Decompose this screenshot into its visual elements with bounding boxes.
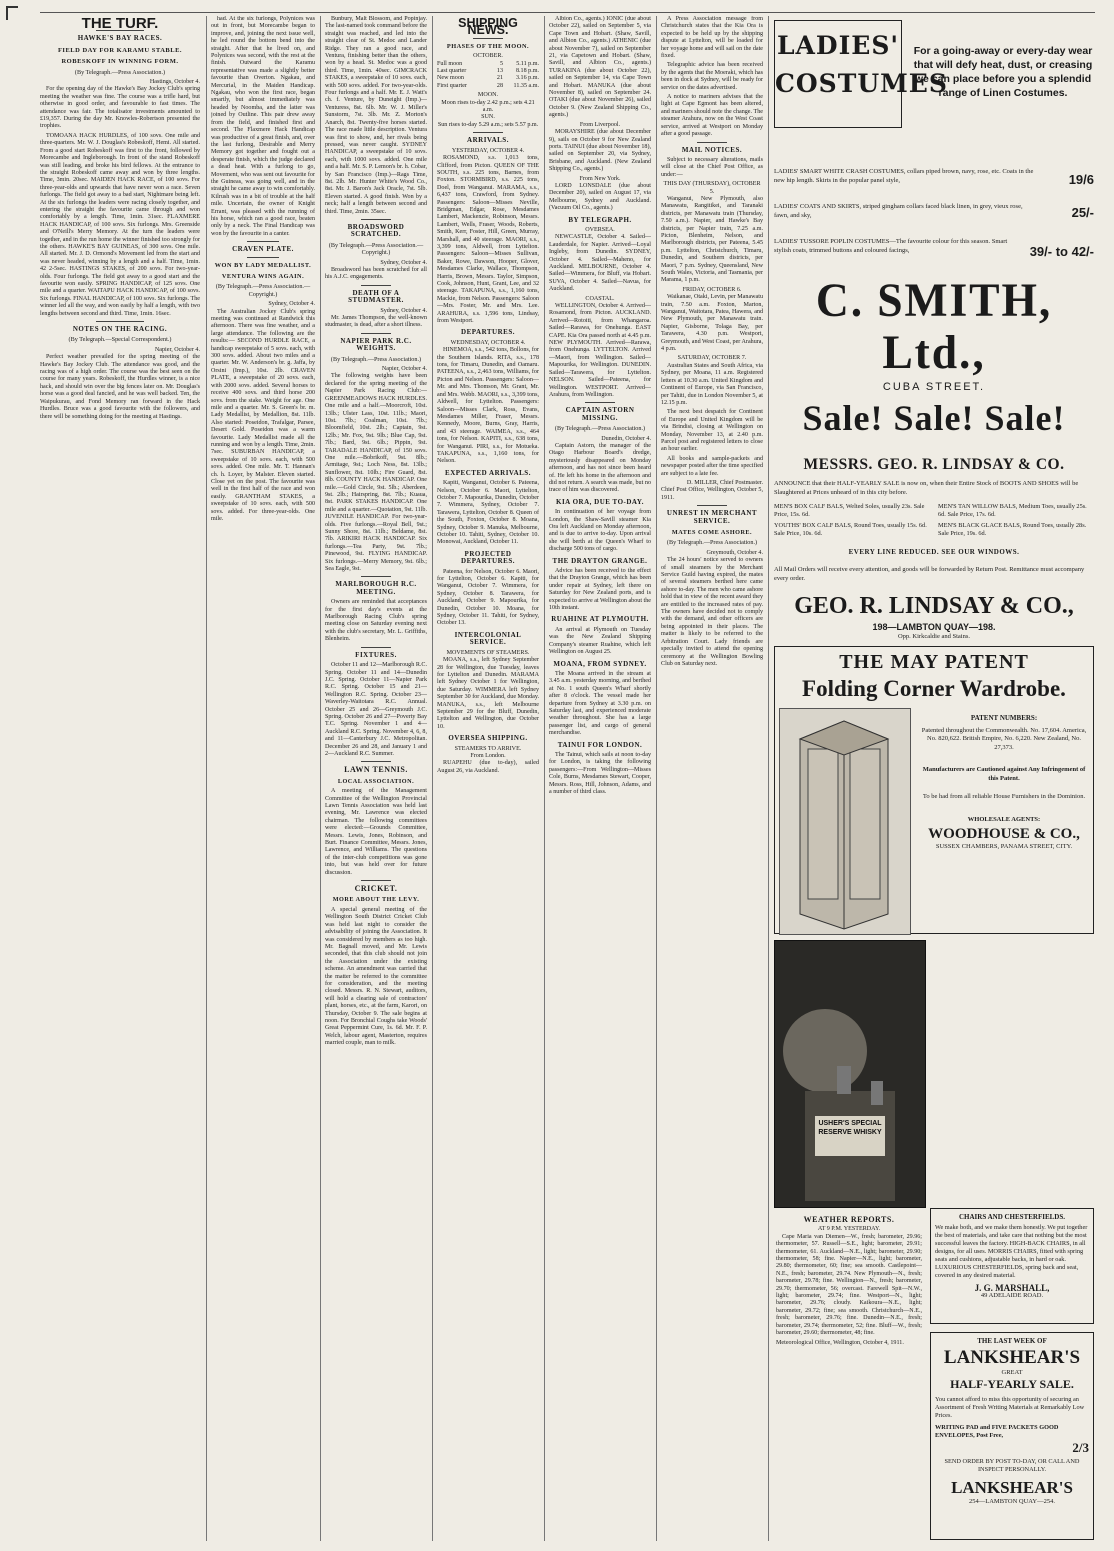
moon-row: [437, 83, 539, 90]
column-racing-3: [325, 16, 427, 1543]
lindsay-item: MEN'S BLACK GLACE BALS, Round Toes, usually 28s. Sale Price, 19s. 6d.: [938, 522, 1087, 537]
subheading: STEAMERS TO ARRIVE.: [454, 745, 522, 752]
section-heading: UNREST IN MERCHANT SERVICE.: [666, 509, 758, 525]
article-body: The 24 hours' notice served to owners of small steamers by the Merchant Service Guild having expired, the mates of several steamers berthed here came ashore to-day. The men who came ashore hold that in view of the recent award they are entitled to the increased rates of pay. The owners have decided not to comply with the demand, and other officers are being appointed in their places. The matter is likely to be referred to the Arbitration Court. Lady friends are specially invited to attend the opening ceremony at the Wellington Bowling Club on Saturday next.: [661, 557, 763, 667]
marshall-address: 49 ADELAIDE ROAD.: [980, 1292, 1044, 1299]
source-line: (By Telegraph.—Special Correspondent.): [68, 336, 172, 344]
ladies-costumes-title: LADIES' COSTUMES: [774, 20, 902, 128]
moon-cell: 13: [496, 68, 503, 75]
ad-chairs: [930, 1208, 1094, 1324]
costume-item: LADIES' COATS AND SKIRTS, striped gingham collars faced black linen, in grey, vieux rose, fawn, and sky,: [774, 203, 1023, 219]
wardrobe-illustration: [779, 708, 911, 935]
moon-table: [437, 61, 539, 91]
lankshear-price: 2/3: [1072, 1440, 1089, 1455]
lankshear-address: 254—LAMBTON QUAY—254.: [969, 1498, 1055, 1505]
patent-heading: PATENT NUMBERS:: [970, 714, 1038, 722]
moon-cell: 5.11 p.m.: [516, 60, 539, 67]
lindsay-address: 198—LAMBTON QUAY—198.: [872, 622, 996, 632]
section-heading: EXPECTED ARRIVALS.: [445, 468, 531, 477]
article-body: All books and sample-packets and newspaper posted after the time specified are subject to a late fee.: [661, 455, 763, 477]
divider: [585, 402, 616, 403]
marshall-name: J. G. MARSHALL,: [974, 1283, 1050, 1293]
article-body: Advice has been received to the effect that the Drayton Grange, which has been under repair at Sydney, left there on Saturday for New Zealand ports, and is expected to arrive at Wellington about the 10th instant.: [549, 568, 651, 612]
section-heading: CAPTAIN ASTORN MISSING.: [565, 406, 635, 422]
section-heading: KIA ORA, DUE TO-DAY.: [556, 497, 644, 506]
smith-address: CUBA STREET.: [882, 380, 986, 393]
column-rule: [206, 16, 207, 1541]
sun-rise: Sun rises to-day 5.29 a.m.; sets 5.57 p.m.: [437, 121, 539, 128]
article-body: Mr. James Thompson, the well-known studmaster, is dead, after a short illness.: [325, 315, 427, 329]
smith-name: C. SMITH, Ltd.,: [815, 273, 1053, 379]
source-line: (By Telegraph.—Press Association.): [330, 355, 422, 363]
section-heading: MORE ABOUT THE LEVY.: [332, 896, 420, 904]
lindsay-items: [774, 503, 1094, 538]
article-body: A meeting of the Management Committee of the Wellington Provincial Lawn Tennis Association was held last evening, Mr. Lawrence was elected chairman. The following committees were elected:—Grounds Committee, Messrs. Lewis, Jones, Robinson, and Burt. Finance Committee, Messrs. Jones, Lawrence, and Williams. The questions of the inter-club competitions was gone into, but was held over for future discussion.: [325, 788, 427, 876]
divider: [361, 761, 392, 762]
article-body: WELLINGTON, October 4. Arrived—Rosamond, from Picton. AUCKLAND. Arrived—Rotoiti, from Whangaroa. Sailed—Rarawa, for Onehunga. EAST CAPE. Kia Ora passed north at 4.45 p.m. NEW PLYMOUTH. Arrived—Rarawa, from Onehunga. LYTTELTON. Arrived—Maori, from Wellington. Sailed—Mapourika, for Wellington. DUNEDIN. Sailed—Tarawera, for Lyttelton. NELSON. Sailed—Pateena, for Wellington. WESTPORT. Arrived—Arahura, from Wellington.: [549, 303, 651, 398]
moon-cell: 11.35 a.m.: [513, 82, 539, 89]
moon-cell: 8.18 p.m.: [515, 68, 539, 75]
section-heading: MAIL NOTICES.: [681, 145, 743, 154]
divider: [361, 576, 392, 577]
section-heading: BY TELEGRAPH.: [568, 215, 632, 224]
article-body: The Moana arrived in the stream at 3.45 a.m. yesterday morning, and berthed at No. 1 south Queen's Wharf shortly after 8 o'clock. The vessel made her departure from Sydney at 3.30 p.m. on Saturday last, and experienced moderate weather throughout. She has a large passenger list, and cargo of general merchandise.: [549, 670, 651, 737]
weather-reports: [776, 1212, 922, 1543]
departures-date: WEDNESDAY, OCTOBER 4.: [450, 339, 526, 346]
lindsay-item: MEN'S BOX CALF BALS, Welted Soles, usually 23s. Sale Price, 15s. 6d.: [774, 503, 925, 518]
moon-cell: 5: [499, 60, 503, 67]
masthead-rule: [40, 0, 1095, 13]
article-body: Broadsword has been scratched for all his A.J.C. engagements.: [325, 267, 427, 281]
article-body: Kapiti, Wanganui, October 6. Pateena, Nelson, October 6. Maori, Lyttelton, October 7. Mapourika, Dunedin, October 7. Wimmera, Sydney, October 7. Tarawera, Lyttelton, October 8. Queen of the South, Foxton, October 8. Moana, Sydney, October 9. Manuka, Melbourne, October 10. Tahiti, Sydney, October 10. Monowai, Auckland, October 11.: [437, 480, 539, 546]
weather-body: Cape Maria van Diemen—W., fresh; barometer, 29.96; thermometer, 57. Russell—S.E., light; barometer, 29.91; thermometer, 61. Auckland—N.E., light; barometer, 29.90; thermometer, 58; fine. Napier—N.E., light; barometer, 29.80; thermometer, 60; fine; sea smooth. Castlepoint—N.E., fresh; barometer, 29.74. New Plymouth—N., fresh; barometer, 29.78; fine. Wellington—N., fresh; barometer, 29.70; thermometer, 56; overcast. Farewell Spit—N.W., light; barometer, 29.74; fine. Westport—N., light; barometer, 29.76; cloudy. Kaikoura—N.E., light; barometer, 29.72; fine; sea smooth. Christchurch—N.E., fresh; barometer, 29.76; fine. Dunedin—N.E., fresh; barometer, 29.74; thermometer, 52; fine. Bluff—W., fresh; barometer, 29.60; thermometer, 48; fine.: [776, 1233, 922, 1337]
ad-ushers-whisky: [774, 940, 926, 1208]
article-lead: For the opening day of the Hawke's Bay Jockey Club's spring meeting the weather was fine. The course was a trifle hard, but otherwise in good order, and favourable to fast times. The attendance was fair. The totalisator investments amounted to £19,357. During the day Mr. Knowles-Robertson presented the trophies.: [40, 86, 200, 130]
divider: [247, 241, 278, 242]
article-body: The Australian Jockey Club's spring meeting was continued at Randwick this afternoon. There was fine weather, and a large attendance. The following are the results:— SECOND HURDLE RACE, a handicap sweepstake of 5 sovs. each, with 300 sovs. added. About two miles and a quarter. Mr. W. Anderson's br. g. Jaffa, by Orsini (Imp.), 10st. 2lb. CRAVEN PLATE, a sweepstake of 20 sovs. each, with 2000 sovs. added. Several horses to receive 400 sovs. and third horse 200 sovs. from the stake. Weight for age. One mile and a quarter. Mr. S. Green's br. m. Lady Medallist, by Medallion, 8st. 11lb. Also started: Poseidon, Trafalgar, Parsee, Desert Gold. Poseidon was a warm favourite. Lady Medallist made all the running and won by a length. Time, 2min. 7sec. SUBURBAN HANDICAP, a sweepstake of 10 sovs. each, with 500 sovs. added. One mile. Mr. T. Hannan's ch. h. Loyer, by Malster. Eleven started. Close yet on the post. The favourite was well in the first half of the race and won easily. GRANTHAM STAKES, a sweepstake of 10 sovs. each, with 500 sovs. added. For three-year-olds. One mile.: [211, 308, 315, 522]
article-body: Waikanae, Otaki, Levin, per Manawatu train, 7.50 a.m. Foxton, Marton, Wanganui, Waitotara, Patea, Hawera, and New Plymouth, per Manawatu train. Napier, Gisborne, Tolaga Bay, per Tarawera, 4.30 p.m. Westport, Greymouth, and West Coast, per Arahura, 4 p.m.: [661, 294, 763, 353]
article-body: An arrival at Plymouth on Tuesday was the New Zealand Shipping Company's steamer Ruahine, which left Wellington on August 25.: [549, 626, 651, 656]
source-line: (By Telegraph.—Press Association.): [74, 68, 166, 76]
ad-wardrobe: [774, 646, 1094, 934]
column-rule: [656, 16, 657, 1541]
article-body: MORAYSHIRE (due about December 9), sails on October 9 for New Zealand ports. TAINUI (due about November 18), sailed on September 20, via Sydney, Brisbane, and Auckland. (New Zealand Shipping Co., agents.): [549, 129, 651, 173]
divider: [697, 505, 728, 506]
moon-cell: Last quarter: [437, 68, 467, 75]
divider: [361, 647, 392, 648]
column-rule: [768, 16, 769, 1541]
source-line: (By Telegraph.—Press Association.—Copyright.): [328, 241, 424, 257]
weather-signature: Meteorological Office, Wellington, October 4, 1911.: [776, 1339, 904, 1346]
moon-cell: First quarter: [437, 82, 467, 89]
section-heading: LOCAL ASSOCIATION.: [337, 777, 415, 785]
article-body: October 11 and 12—Marlborough R.C. Spring. October 11 and 14—Dunedin J.C. Spring. October 11—Napier Park R.C. Spring. October 15 and 21—Wellington R.C. Spring. October 23—Waverley-Waitotara R.C. Annual. October 25 and 26—Greymouth J.C. Spring. October 26 and 27—Poverty Bay T.C. Spring. November 1 and 4—Auckland R.C. Spring. November 4, 6, 8, and 11—Canterbury J.C. Metropolitan. December 26 and 28, and January 1 and 2—Auckland R.C. Summer.: [325, 662, 427, 757]
section-heading: MOANA, FROM SYDNEY.: [553, 659, 647, 668]
article-body: Pateena, for Nelson, October 6. Maori, for Lyttelton, October 6. Kapiti, for Wanganui, October 7. Wimmera, for Sydney, October 8. Tarawera, for Auckland, October 9. Mapourika, for Dunedin, October 10. Moana, for Sydney, October 11. Tahiti, for Sydney, October 13.: [437, 568, 539, 627]
moon-heading: MOON.: [477, 92, 499, 99]
article-body: ROSAMOND, s.s. 1,013 tons, Clifford, from Picton. QUEEN OF THE SOUTH, s.s. 225 tons, Barnes, from Foxton. STORMBIRD, s.s. 225 tons, Doel, from Wanganui. MARAMA, s.s., 6,437 tons, Crawford, from Sydney. Passengers: Saloon—Misses Neville, Bridgman, Edgar, Rose, Mesdames Lambert, Mackenzie, Robinson, Messrs. Lambert, Wells, Fraser, Woods, Roberts, Smith, Kerr, Foster, Hill, Green, Murray, Marshall, and 40 steerage. MAORI, s.s., 3,399 tons, Aldwell, from Lyttelton. Passengers: Saloon—Misses Sullivan, Baker, Rowe, Dawson, Hooper, Glover, Mesdames Clarke, Wallace, Thompson, Harris, Brown, Messrs. Taylor, Simpson, Cook, Johnson, Hunt, Grant, Lee, and 32 steerage. TAKAPUNA, s.s., 1,160 tons, Mackie, from Nelson. Passengers: Saloon—Mrs. Foster, Mr. and Mrs. Lee. ARAHURA, s.s. 1,596 tons, Lindsay, from Westport.: [437, 155, 539, 325]
column-rule: [432, 16, 433, 1541]
wardrobe-caution: Manufacturers are Cautioned against Any Infringement of this Patent.: [922, 766, 1086, 782]
section-heading: INTERCOLONIAL SERVICE.: [454, 630, 522, 647]
section-heading: RUAHINE AT PLYMOUTH.: [551, 615, 649, 624]
source-line: (By Telegraph.—Press Association.—Copyright.): [215, 283, 311, 298]
section-heading: WEATHER REPORTS.: [803, 1215, 895, 1224]
arrivals-date: YESTERDAY, OCTOBER 4.: [451, 147, 525, 154]
wardrobe-title: THE MAY PATENT: [839, 651, 1029, 673]
lankshear-great: GREAT: [1001, 1369, 1023, 1376]
section-heading: CRAVEN PLATE.: [232, 245, 294, 254]
article-body: Albion Co., agents.) IONIC (due about October 22), sailed on September 5, via Cape Town and Hobart. (Shaw, Savill, and Albion Co., agents.) ATHENIC (due about November 7), sailed on September 21, via Capetown and Hobart. (Shaw, Savill, and Albion Co., agents.) TURAKINA (due about October 22), sailed on September 14, via Cape Town and Hobart. MANUKA (due about November 8), sailed on September 24. OTAKI (due about November 26), sailed October 9. (New Zealand Shipping Co., agents.): [549, 16, 651, 119]
lindsay-mail: All Mail Orders will receive every attention, and goods will be forwarded by Return Post. Remittance must accompany every order.: [774, 566, 1085, 582]
section-heading: WON BY LADY MEDALLIST.: [214, 261, 312, 269]
section-heading: VENTURA WINS AGAIN.: [221, 273, 305, 280]
divider: [697, 142, 728, 143]
section-heading: MATES COME ASHORE.: [671, 529, 753, 536]
section-heading: LAWN TENNIS.: [344, 765, 408, 775]
moon-row: [437, 61, 539, 68]
section-heading: MARLBOROUGH R.C. MEETING.: [335, 580, 417, 596]
article-body: The Tainui, which sails at noon to-day for London, is taking the following passengers:—From Wellington—Misses Cole, Burns, Mesdames Stewart, Cooper, Messrs. Ross, Hill, Johnson, Adams, and a number of third class.: [549, 751, 651, 795]
divider: [361, 285, 392, 286]
section-heading: ROBESKOFF IN WINNING FORM.: [61, 58, 179, 66]
article-body: had. At the six furlongs, Polynices was out in front, but Morecambe began to improve, and, joining the next issue well, he led round the bottom bend into the straight. After that he lived on, and Polynices was second, with the rest at the finish. Outward the Karamu representative was made a slightly better favourite than Overton. Ngakau, and Mercurial, in the Maiden Handicap. Ngakau, who won the first race, began smartly, but almost immediately was headed by Noomba, and the latter was joined by Outline. This pair drew away from the field, and finished first and second. The Flaxmere Hack Handicap was productive of a great finish, and, over the last furlong, Desirable and Merry Memory got together and fought out a desperate finish, which the judge declared a dead heat. With a furlong to go, Movement, who was sent out favourite for the Guineas, was going well, and in the straight he came away to win comfortably. Kilrush was in a bit of trouble at the half mile. Uncertain, the owner of Knight Errant, was pleased with the running of his horse, which ran a good race, beaten only by a neck. The Final Handicap was won by the favourite in a canter.: [211, 16, 315, 237]
section-heading: TAINUI FOR LONDON.: [557, 740, 643, 749]
chairs-body: We make both, and we make them honestly. We put together the best of materials, and take care that nothing but the most successful leaves the factory. HIGH-BACK CHAIRS, in all designs, for all uses. MORRIS CHAIRS, fitted with spring seats and cushions, adjustable backs, in hard or oak. LUXURIOUS CHESTERFIELDS, spring back and seat, covered in any desired material.: [935, 1224, 1088, 1279]
section-heading: PROJECTED DEPARTURES.: [461, 549, 515, 566]
subheading: MOVEMENTS OF STEAMERS.: [446, 649, 530, 656]
moon-cell: 3.16 p.m.: [515, 75, 539, 82]
section-heading: DEPARTURES.: [461, 328, 515, 337]
dateline: Napier, October 4.: [154, 346, 200, 353]
wardrobe-subtitle: Folding Corner Wardrobe.: [802, 676, 1066, 701]
turf-title: THE TURF.: [81, 16, 159, 32]
article-body: A Press Association message from Christchurch states that the Kia Ora is expected to be held up by the shipping dispute at Lyttelton, will be loaded for her voyage home and will sail on the date fixed.: [661, 16, 763, 60]
subheading: OVERSEA.: [585, 226, 615, 233]
lankshear-text: You cannot afford to miss this opportunity of securing an Assortment of Fresh Writing Materials at Remarkably Low Prices.: [935, 1396, 1085, 1419]
divider: [473, 132, 504, 133]
article-body: Owners are reminded that acceptances for the first day's events at the Marlborough Racing Club's spring meeting close on Saturday evening next with the club's secretary, Mr. L. Griffiths, Blenheim.: [325, 599, 427, 643]
moon-row: [437, 68, 539, 75]
section-heading: CRICKET.: [354, 884, 398, 894]
ad-ladies-costumes: [774, 20, 1094, 393]
lankshear-writing: WRITING PAD and FIVE PACKETS GOOD ENVELOPES, Post Free,: [935, 1424, 1059, 1439]
column-rule: [320, 16, 321, 1541]
article-body: TOMOANA HACK HURDLES, of 100 sovs. One mile and three-quarters. Mr. W. J. Douglas's Robeskoff, Hemi. All started. From a good start Robeskoff was first to the front, followed by Morecambe and Ingleborough. In front of the stand Robeskoff was still leading, and broke his bird fellows. At the entrance to the straight Robeskoff came away and won by three lengths. Time, 3min. 20sec. MAIDEN HACK RACE, of 100 sovs. For three-year-olds and upwards that have never won a race. Seven furlongs. The field got away to a bad start, Nightmare being left. At the six furlongs the leaders were racing closely together, and entering the straight the favourite came through and won comfortably by a length. Time, 1min. 31sec. FLAXMERE HACK HANDICAP, of 100 sovs. Six furlongs. Mrs. Greenside and O'Neill's Merry Memory. At the turn the leaders were together, and in the run home the winner finished too strongly for the others. HAWKE'S BAY GUINEAS, of 300 sovs. One mile. All started. Mr. J. D. Ormond's Movement led from the start and was never headed, winning by a length and a half. Time, 1min. 42 2-5sec. HASTINGS STAKES, of 200 sovs. For two-year-olds. Four furlongs. The field got away to a good start and the favourite won easily. SPRING HANDICAP, of 125 sovs. One mile and a quarter. WAITAPU HACK HANDICAP, of 100 sovs. Six furlongs. FINAL HANDICAP, of 100 sovs. Six furlongs. The winner led all the way, and won easily by half a length, with two lengths between second and third. Time, 1min. 16sec.: [40, 132, 200, 317]
section-heading: BROADSWORD SCRATCHED.: [347, 222, 405, 239]
column-racing-2: [211, 16, 315, 1543]
signature: D. MILLER, Chief Postmaster.: [686, 479, 763, 486]
costume-price: 25/-: [1071, 205, 1094, 220]
column-shipping-2: [549, 16, 651, 1543]
subheading: From London.: [470, 752, 506, 759]
divider: [473, 38, 504, 39]
divider: [96, 321, 144, 322]
whisky-bottles-icon: [775, 941, 925, 1207]
corner-mark: [6, 6, 18, 20]
dateline: Hastings, October 4.: [149, 79, 200, 86]
lindsay-item: YOUTHS' BOX CALF BALS, Round Toes, usually 15s. 6d. Sale Price, 10s. 6d.: [774, 522, 927, 537]
lankshear-order: SEND ORDER BY POST TO-DAY, OR CALL AND INSPECT PERSONALLY.: [944, 1458, 1080, 1473]
section-heading: PHASES OF THE MOON.: [446, 42, 530, 50]
sale-heading: Sale! Sale! Sale!: [802, 398, 1066, 438]
section-heading: FIXTURES.: [355, 650, 397, 659]
weather-time: AT 9 P.M. YESTERDAY.: [817, 1226, 881, 1233]
ad-lindsay-sale: [774, 398, 1094, 638]
subheading: COASTAL.: [585, 295, 615, 302]
wardrobe-availability: To be had from all reliable House Furnishers in the Dominion.: [922, 793, 1086, 800]
lindsay-item: MEN'S TAN WILLOW BALS, Medium Toes, usually 25s. 6d. Sale Price, 17s. 6d.: [938, 503, 1087, 518]
article-body: LORD LONSDALE (due about December 20), sailed on August 17, via Melbourne, Sydney and Auckland. (Vacuum Oil Co., agents.): [549, 182, 651, 212]
moon-cell: Full moon: [437, 60, 463, 67]
section-heading: ARRIVALS.: [467, 136, 509, 145]
mail-office: Chief Post Office, Wellington, October 5, 1911.: [661, 487, 763, 501]
costume-item: LADIES' TUSSORE POPLIN COSTUMES—The favourite colour for this season. Smart stylish coats, trimmed buttons and coloured facings,: [774, 238, 1008, 254]
lankshear-heading: THE LAST WEEK OF: [977, 1337, 1047, 1345]
moon-cell: 21: [496, 75, 503, 82]
dateline: Sydney, October 4.: [268, 301, 315, 308]
article-body: Bunbury, Malt Blossom, and Popinjay. The last-named took command before the straight was reached, and led into the straight clear of St. Medoc and Lander Ridge. They ran a good race, and Ventura, finishing better than the others, won by a head. St. Medoc was a good third. Time, 1min. 40sec. GIMCRACK STAKES, a sweepstake of 10 sovs. each, with 500 sovs. added. For two-year-olds. Four furlongs and a half. Mr. E. J. Watt's ch. f. Venture, by Duneight (Imp.)—Venturess, 8st. 6lb. Mr. W. J. Miller's Sunstorm, 7st. 3lb. Mr. Z. Morton's Anarch, 8st. Twenty-five horses started. The race made little description. Ventura was first to show, and, her rivals being pressed, was never caught. SYDNEY HANDICAP, a sweepstake of 10 sovs. each, with 1000 sovs. added. One mile and a half. Mr. S. P. Lemon's br. h. Cobar, by San Francisco (Imp.)—Rags Time, 8st. 2lb. Mr. Hunter White's Wood Co., 8st. Mr. J. Baron's Jack Oracle, 7st. 5lb. Eleven started. A good finish. Won by a neck; half a length between second and third. Time, 2min. 35sec.: [325, 16, 427, 215]
lindsay-name: GEO. R. LINDSAY & CO.,: [794, 593, 1074, 619]
lindsay-opposite: Opp. Kirkcaldie and Stains.: [897, 633, 971, 640]
column-turf: [40, 16, 200, 1543]
dateline: Sydney, October 4.: [380, 307, 427, 314]
section-heading: HAWKE'S BAY RACES.: [77, 34, 163, 43]
costume-item: LADIES' SMART WHITE CRASH COSTUMES, collars piped brown, navy, rose, etc. Coats in the new hip length. Skirts in the popular panel style,: [774, 168, 1034, 184]
article-body: NEWCASTLE, October 4. Sailed—Lauderdale, for Napier. Arrived—Loyal Ingleby, from Dunedin. SYDNEY, October 4. Sailed—Maheno, for Auckland. MELBOURNE, October 4. Sailed—Wimmera, for Bluff, via Hobart. SUVA, October 4. Sailed—Navua, for Auckland.: [549, 234, 651, 293]
article-body: RUAPEHU (due to-day), sailed August 26, via Auckland.: [437, 760, 539, 774]
article-body: The next best despatch for Continent of Europe and United Kingdom will be via Brindisi, closing at Wellington on Monday, November 13, at 2.40 p.m. Parcel post and registered letters to close an hour earlier.: [661, 409, 763, 453]
section-heading: NAPIER PARK R.C. WEIGHTS.: [340, 336, 412, 353]
woodhouse-address: SUSSEX CHAMBERS, PANAMA STREET, CITY.: [935, 842, 1073, 850]
moon-row: [437, 75, 539, 82]
lindsay-reduced: EVERY LINE REDUCED. SEE OUR WINDOWS.: [848, 548, 1020, 556]
ladies-tagline: For a going-away or every-day wear that will defy heat, dust, or creasing we can place before you a splendid range of Linen Costumes.: [913, 45, 1093, 99]
mail-day: FRIDAY, OCTOBER 6.: [682, 286, 742, 293]
wardrobe-icon: [780, 709, 908, 932]
dateline: Dunedin, October 4.: [601, 435, 651, 442]
moon-month: OCTOBER.: [473, 53, 503, 60]
lindsay-heading: MESSRS. GEO. R. LINDSAY & CO.: [803, 456, 1065, 473]
article-body: A special general meeting of the Wellington South District Cricket Club was held last night to consider the advisability of joining the Association. It was considered by members as too high. Mr. Bagnall moved, and Mr. Lewis seconded, that this club should not join the Association under the existing scheme. An amendment was carried that the matter be referred to the committee for consideration, and the meeting closed. Messrs. R. N. Stewart, auditors, will hold a clearing sale of contractors' plant, horses, etc., at the farm, Karori, on Thursday, October 9. The sale begins at noon. For Bronchial Coughs take Woods' Great Peppermint Cure, 1s. 6d. Mr. F. P. Welch, labour agent, Masterton, requires married couple, man to milk.: [325, 906, 427, 1047]
section-heading: FIELD DAY FOR KARAMU STABLE.: [57, 46, 183, 54]
costume-price: 39/- to 42/-: [1029, 244, 1094, 259]
ad-lankshear: [930, 1332, 1094, 1540]
column-shipping: [437, 16, 539, 1543]
section-heading: OVERSEA SHIPPING.: [448, 734, 528, 743]
source-line: (By Telegraph.—Press Association.): [666, 539, 758, 547]
patent-numbers: Patented throughout the Commonwealth. No. 17,604. America, No. 820,622. British Empire, No. 6,220. New Zealand, No. 27,373.: [921, 726, 1087, 751]
chairs-title: CHAIRS AND CHESTERFIELDS.: [959, 1213, 1065, 1221]
lankshear-name: LANKSHEAR'S: [943, 1347, 1081, 1368]
article-body: Subject to necessary alterations, mails will close at the Chief Post Office, as under:—: [661, 156, 763, 178]
dateline: Greymouth, October 4.: [706, 549, 763, 556]
article-body: Wanganui, New Plymouth, also Manawatu, Rangitikei, and Taranaki districts, per Manawatu train (Thursday, 7.50 a.m.). Napier, and Hawke's Bay districts, per Napier train, 7.25 a.m. Picton, Blenheim, Nelson, and Marlborough districts, per Pateena, 5.45 p.m. Lyttelton, Christchurch, Timaru, Dunedin, and Southern districts, per Maori, 7 p.m. Sydney, Queensland, New South Wales, Victoria, and Tasmania, per Marama, 1 p.m.: [661, 195, 763, 284]
divider: [247, 257, 278, 258]
divider: [361, 880, 392, 881]
dateline: Sydney, October 4.: [380, 259, 427, 266]
moon-cell: New moon: [437, 75, 464, 82]
mail-day: THIS DAY (THURSDAY), OCTOBER 5.: [663, 181, 761, 195]
ushers-label: USHER'S SPECIAL RESERVE WHISKY: [818, 1120, 882, 1136]
dateline: Napier, October 4.: [381, 366, 427, 373]
section-heading: THE DRAYTON GRANGE.: [552, 556, 648, 565]
article-body: In continuation of her voyage from London, the Shaw-Savill steamer Kia Ora left Auckland on Monday afternoon, and is due to arrive to-day. Upon arrival she will berth at the Queen's Wharf to discharge 500 tons of cargo.: [549, 509, 651, 553]
divider: [361, 219, 392, 220]
article-body: HINEMOA, s.s., 542 tons, Bollons, for the Southern Islands. RITA, s.s., 178 tons, for Timaru, Dunedin, and Oamaru. PATEENA, s.s., 2,463 tons, Williams, for Picton and Nelson. Passengers: Saloon—Mr. and Mrs. Thomson, Mr. Grant, Mr. and Mrs. Webb. MAORI, s.s., 3,399 tons, Aldwell, for Lyttelton. Passengers: Saloon—Misses Clark, Ross, Evans, Mesdames Miller, Fraser, Messrs. Kennedy, Moore, Burns, Gray, Harris, and 43 steerage. WAIMEA, s.s., 464 tons, for Nelson. KAPITI, s.s., 638 tons, for Wanganui. PIRI, s.s., for Motueka. TAKAPUNA, s.s., 1,160 tons, for Nelson.: [437, 347, 539, 465]
subheading: From Liverpool.: [579, 121, 621, 128]
lindsay-announcement: ANNOUNCE that their HALF-YEARLY SALE is now on, when their Entire Stock of BOOTS AND SHOES will be Slaughtered at Prices unheard of in this city before.: [774, 480, 1079, 496]
article-body: Telegraphic advice has been received by the agents that the Moeraki, which has been in dock at Sydney, will be ready for service on the dates advertised.: [661, 62, 763, 91]
subheading: From New York.: [579, 175, 621, 182]
shipping-title: SHIPPING NEWS.: [458, 16, 518, 38]
wholesale-heading: WHOLESALE AGENTS:: [967, 815, 1041, 823]
article-body: Australian States and South Africa, via Sydney, per Moana, 11 a.m. Registered letters at 10.30 a.m. United Kingdom and Continent of Europe, via San Francisco, per Tahiti, due in London November 5, at 12.15 p.m.: [661, 362, 763, 406]
article-body: A notice to mariners advises that the light at Cape Egmont has been altered, and mariners should note the change. The steamer Arahura, now on the West Coast service, arrived at Westport on Monday after a good passage.: [661, 94, 763, 138]
article-body: Perfect weather prevailed for the spring meeting of the Hawke's Bay Jockey Club. The attendance was good, and the racing was of a high order. The course was the best seen on the course for many years. Robeskoff, the Hurdles winner, is a nice hack, and should win over the big fences later on. Mr. Douglas's horse was a good deal fancied, and he was well backed. Ten, the Waipukurau, and Fond Memory ran forward in the Hack Hurdles. Bruce was a good favourite with the followers, and there will be something doing for the meeting at Hastings.: [40, 354, 200, 420]
article-body: Captain Astorn, the manager of the Otago Harbour Board's dredge, mysteriously disappeared on Monday afternoon, and has not since been heard of. He left his home in the afternoon and did not return. A search was made, but no trace of him was discovered.: [549, 442, 651, 494]
column-rule: [544, 16, 545, 1541]
source-line: (By Telegraph.—Press Association.): [554, 425, 646, 433]
lankshear-name-footer: LANKSHEAR'S: [951, 1478, 1073, 1497]
section-heading: DEATH OF A STUDMASTER.: [348, 288, 404, 305]
sun-heading: SUN.: [481, 114, 495, 121]
costume-price: 19/6: [1068, 172, 1094, 187]
article-body: The following weights have been declared for the spring meeting of the Napier Park Racing Club:— GREENMEADOWS HACK HURDLES. One mile and a half.—Moorcroft, 10st. 13lb.; Ulster Lass, 10st. 11lb.; Maori, 10st. 7lb.; Coalman, 10st. 7lb.; Bloomfield, 10st. 2lb.; Captain, 9st. 12lb.; Mr. Fox, 9st. 9lb.; Blue Cap, 9st. 7lb.; Bard, 9st. 6lb.; Pippin, 9st. TARADALE HANDICAP, of 150 sovs. One mile.—Bobrikoff, 9st. 8lb.; Armitage, 9st.; Loch Ness, 8st. 13lb.; Sunflower, 8st. 10lb.; Fire Guard, 8st. 8lb. COUNTY HACK HANDICAP. One mile.—Gold Circle, 9st. 5lb.; Aberdeen, 9st. 2lb.; Hairspring, 8st. 7lb.; Kuaua, 8st. PARK STAKES HANDICAP. One mile and a quarter.—Quotation, 9st. 11lb. JUVENILE HANDICAP. For two-year-olds. Five furlongs.—Royal Bell, 9st.; Sunny Shore, 8st. 11lb.; Beldame, 8st. 7lb. ARIKIRI HACK HANDICAP. Six furlongs.—Tea Party, 9st. 7lb.; Pinewood, 9st. FLYING HANDICAP. Six furlongs.—Merry Memory, 9st. 6lb.; Sea Eagle, 9st.: [325, 373, 427, 573]
column-notices: [661, 16, 763, 1543]
divider: [361, 333, 392, 334]
article-body: MOANA, s.s., left Sydney September 28 for Wellington, due Tuesday, leaves for Lyttelton and Dunedin. MARAMA left Sydney October 1 for Wellington, due Saturday. WIMMERA left Sydney September 30 for Auckland, due Monday. MANUKA, s.s., left Melbourne September 29 for the Bluff, Dunedin, Lyttelton and Wellington, due October 10.: [437, 657, 539, 730]
mail-day: SATURDAY, OCTOBER 7.: [677, 355, 747, 362]
lankshear-sale: HALF-YEARLY SALE.: [950, 1377, 1074, 1391]
moon-cell: 28: [496, 82, 503, 89]
moon-rise: Moon rises to-day 2.42 p.m.; sets 4.21 a.m.: [441, 99, 535, 114]
woodhouse-name: WOODHOUSE & CO.,: [928, 826, 1080, 842]
section-heading: NOTES ON THE RACING.: [72, 325, 168, 334]
